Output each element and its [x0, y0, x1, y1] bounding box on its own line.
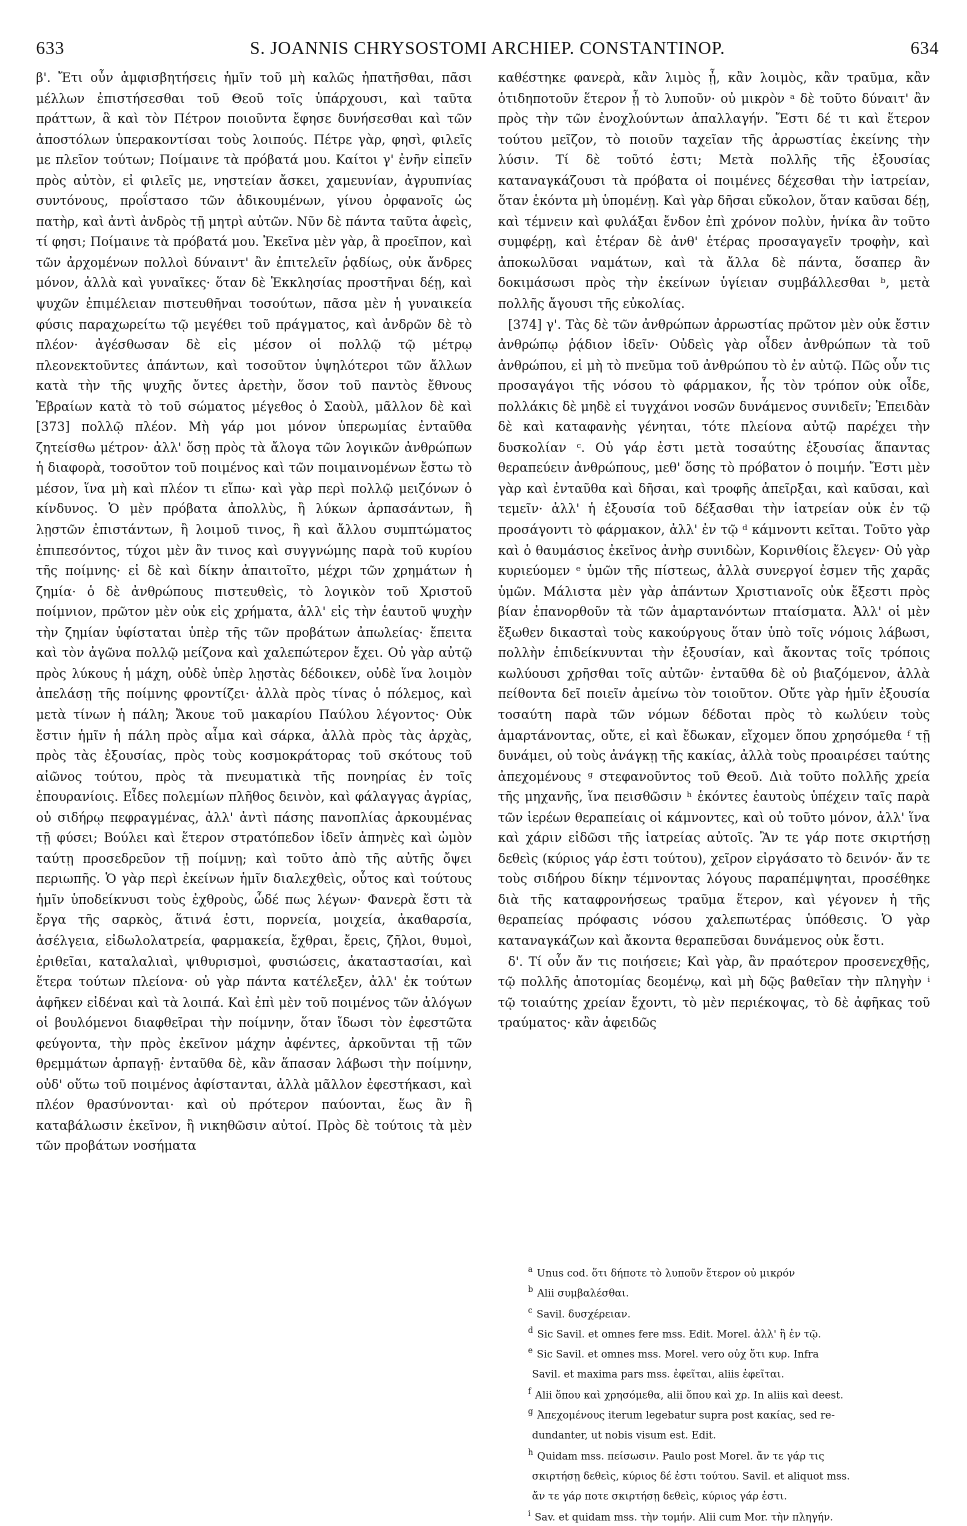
- footnote-mark: e: [528, 1346, 533, 1356]
- footnote: [528, 1303, 938, 1323]
- footnote-mark: h: [528, 1447, 534, 1457]
- footnote-text: Quidam mss. πείσωσιν. Paulo post Morel. ἄν τε γάρ τις: [537, 1451, 825, 1463]
- running-header: [36, 38, 939, 60]
- page-number-right: 634: [910, 38, 939, 58]
- right-column-paragraph: [374] γ'. Τὰς δὲ τῶν ἀνθρώπων ἀρρωστίας πρῶτον μὲν οὐκ ἔστιν ἀνθρώπῳ ῥᾴδιον ἰδεῖν· Οὐδεὶς γὰρ οἶδεν ἀνθρώπων τὰ τοῦ ἀνθρώπου, εἰ μὴ τὸ πνεῦμα τοῦ ἀνθρώπου τὸ ἐν αὐτῷ. Πῶς οὖν τις προσαγάγοι τῆς νόσου τὸ φάρμακον, ἧς τὸν τρόπον οὐκ οἶδε, πολλάκις δὲ μηδὲ εἰ τυγχάνοι νοσῶν δυνάμενος συνιδεῖν; Ἐπειδὰν δὲ καὶ καταφανὴς γένηται, τότε πλείονα αὐτῷ παρέχει τὴν δυσκολίαν ᶜ. Οὐ γάρ ἐστι μετὰ τοσαύτης ἐξουσίας ἅπαντας θεραπεύειν ἀνθρώπους, μεθ' ὅσης τὸ πρόβατον ὁ ποιμήν. Ἔστι μὲν γὰρ καὶ ἐνταῦθα καὶ δῆσαι, καὶ τροφῆς ἀπεῖρξαι, καὶ καῦσαι, καὶ τεμεῖν· ἀλλ' ἡ ἐξουσία τοῦ δέξασθαι τὴν ἰατρείαν οὐκ ἐν τῷ προσάγοντι τὸ φάρμακον, ἀλλ' ἐν τῷ ᵈ κάμνοντι κεῖται. Τοῦτο γὰρ καὶ ὁ θαυμάσιος ἐκεῖνος ἀνὴρ συνιδὼν, Κορινθίοις ἔλεγεν· Οὐ γὰρ κυριεύομεν ᵉ ὑμῶν τῆς πίστεως, ἀλλὰ συνεργοί ἐσμεν τῆς χαρᾶς ὑμῶν. Μάλιστα μὲν γὰρ ἁπάντων Χριστιανοῖς οὐκ ἔξεστι πρὸς βίαν ἐπανορθοῦν τὰ τῶν ἁμαρτανόντων πταίσματα. Ἀλλ' οἱ μὲν ἔξωθεν δικασταὶ τοὺς κακούργους ὅταν ὑπὸ τοῖς νόμοις λάβωσι, πολλὴν ἐπιδείκνυνται τὴν ἐξουσίαν, καὶ ἄκοντας τοῖς τρόποις κωλύουσι χρῆσθαι τοῖς αὐτῶν· ἐνταῦθα δὲ οὐ βιαζόμενον, ἀλλὰ πείθοντα δεῖ ποιεῖν ἀμείνω τὸν τοιοῦτον. Οὔτε γὰρ ἡμῖν ἐξουσία τοσαύτη παρὰ τῶν νόμων δέδοται πρὸς τὸ κωλύειν τοὺς ἁμαρτάνοντας, οὔτε, εἰ καὶ ἔδωκαν, εἴχομεν ὅπου χρησόμεθα ᶠ τῇ δυνάμει, οὐ τοὺς ἀνάγκῃ τῆς κακίας, ἀλλὰ τοὺς προαιρέσει ταύτης ἀπεχομένους ᵍ στεφανοῦντος τοῦ Θεοῦ. Διὰ τοῦτο πολλῆς χρεία τῆς μηχανῆς, ἵνα πεισθῶσιν ʰ ἑκόντες ἑαυτοὺς ὑπέχειν ταῖς παρὰ τῶν ἱερέων θεραπείαις οἱ κάμνοντες, καὶ οὐ τοῦτο μόνον, ἀλλ' ἵνα καὶ χάριν εἰδῶσι τῆς ἰατρείας αὐτοῖς. Ἂν τε γάρ ποτε σκιρτήσῃ δεθεὶς (κύριος γάρ ἐστι τούτου), χεῖρον εἰργάσατο τὸ δεινόν· ἄν τε τοὺς σιδήρου δίκην τέμνοντας λόγους παραπέμψηται, προσέθηκε διὰ τῆς καταφρονήσεως τραῦμα ἕτερον, καὶ γέγονεν ἡ τῆς θεραπείας πρόφασις νόσου χαλεπωτέρας ὑπόθεσις. Ὁ γὰρ καταναγκάζων καὶ ἄκοντα θεραπεῦσαι δυνάμενος οὐκ ἔστι.: [498, 316, 930, 948]
- footnote-mark: d: [528, 1325, 534, 1335]
- left-column-text: β'. Ἔτι οὖν ἀμφισβητήσεις ἡμῖν τοῦ μὴ καλῶς ἠπατῆσθαι, πᾶσι μέλλων ἐπιστήσεσθαι τοῦ Θεοῦ τοῖς ὑπάρχουσι, καὶ ταῦτα πράττων, ἃ καὶ τὸν Πέτρον ποιοῦντα ἔφησε δυνήσεσθαι καὶ τῶν ἀποστόλων ὑπερακοντίσαι τοὺς λοιπούς. Πέτρε γὰρ, φησὶ, φιλεῖς με πλεῖον τούτων; Ποίμαινε τὰ πρόβατά μου. Καίτοι γ' ἐνῆν εἰπεῖν πρὸς αὐτὸν, εἰ φιλεῖς με, νηστείαν ἄσκει, χαμευνίαν, ἀγρυπνίας συντόνους, προΐστασο τῶν ἀδικουμένων, γίνου ὀρφανοῖς ὡς πατὴρ, καὶ ἀντὶ ἀνδρὸς τῇ μητρὶ αὐτῶν. Νῦν δὲ πάντα ταῦτα ἀφεὶς, τί φησι; Ποίμαινε τὰ πρόβατά μου. Ἐκεῖνα μὲν γὰρ, ἃ προεῖπον, καὶ τῶν ἀρχομένων πολλοὶ δύναιντ' ἂν ἐπιτελεῖν ῥᾳδίως, οὐκ ἄνδρες μόνον, ἀλλὰ καὶ γυναῖκες· ὅταν δὲ Ἐκκλησίας προστῆναι δέῃ, καὶ ψυχῶν ἐπιμέλειαν πιστευθῆναι τοσούτων, πᾶσα μὲν ἡ γυναικεία φύσις παραχωρείτω τῷ μεγέθει τοῦ πράγματος, καὶ ἀνδρῶν δὲ τὸ πλέον· ἀγέσθωσαν δὲ εἰς μέσον οἱ πολλῷ τῷ μέτρῳ πλεονεκτοῦντες ἁπάντων, καὶ τοσοῦτον ὑψηλότεροι τῶν ἄλλων κατὰ τὴν τῆς ψυχῆς ὄντες ἀρετὴν, ὅσον τοῦ παντὸς ἔθνους Ἑβραίων κατὰ τὸ τοῦ σώματος μέγεθος ὁ Σαοὺλ, μᾶλλον δὲ καὶ [373] πολλῷ πλέον. Μὴ γάρ μοι μόνον ὑπερωμίας ἐνταῦθα ζητείσθω μέτρον· ἀλλ' ὅσῃ πρὸς τὰ ἄλογα τῶν λογικῶν ἀνθρώπων ἡ διαφορὰ, τοσοῦτον τοῦ ποιμένος καὶ τῶν ποιμαινομένων ἔστω τὸ μέσον, ἵνα μὴ καὶ πλέον τι εἴπω· καὶ γὰρ περὶ πολλῷ μειζόνων ὁ κίνδυνος. Ὁ μὲν πρόβατα ἀπολλὺς, ἢ λύκων ἁρπασάντων, ἢ λῃστῶν ἐπιστάντων, ἢ λοιμοῦ τινος, ἢ καὶ ἄλλου συμπτώματος ἐπιπεσόντος, τύχοι μὲν ἂν τινος καὶ συγγνώμης παρὰ τοῦ κυρίου τῆς ποίμνης· εἰ δὲ καὶ δίκην ἀπαιτοῖτο, μέχρι τῶν χρημάτων ἡ ζημία· ὁ δὲ ἀνθρώπους πιστευθεὶς, τὸ λογικὸν τοῦ Χριστοῦ ποίμνιον, πρῶτον μὲν οὐκ εἰς χρήματα, ἀλλ' εἰς τὴν ἑαυτοῦ ψυχὴν τὴν ζημίαν ὑφίσταται ὑπὲρ τῆς τῶν προβάτων ἀπωλείας· ἔπειτα καὶ τὸν ἀγῶνα πολλῷ μείζονα καὶ χαλεπώτερον ἔχει. Οὐ γὰρ αὐτῷ πρὸς λύκους ἡ μάχη, οὐδὲ ὑπὲρ λῃστὰς δέδοικεν, οὐδὲ ἵνα λοιμὸν ἀπελάσῃ τῆς ποίμνης φροντίζει· ἀλλὰ πρὸς τίνας ὁ πόλεμος, καὶ μετὰ τίνων ἡ πάλη; Ἄκουε τοῦ μακαρίου Παύλου λέγοντος· Οὐκ ἔστιν ἡμῖν ἡ πάλη πρὸς αἷμα καὶ σάρκα, ἀλλὰ πρὸς τὰς ἀρχὰς, πρὸς τὰς ἐξουσίας, πρὸς τοὺς κοσμοκράτορας τοῦ σκότους τοῦ αἰῶνος τούτου, πρὸς τὰ πνευματικὰ τῆς πονηρίας ἐν τοῖς ἐπουρανίοις. Εἶδες πολεμίων πλῆθος δεινὸν, καὶ φάλαγγας ἀγρίας, οὐ σιδήρῳ πεφραγμένας, ἀλλ' ἀντὶ πάσης πανοπλίας ἀρκουμένας τῇ φύσει; Βούλει καὶ ἕτερον στρατόπεδον ἰδεῖν ἀπηνὲς καὶ ὠμὸν ταύτῃ προσεδρεῦον τῇ ποίμνῃ; καὶ τοῦτο ἀπὸ τῆς αὐτῆς ὄψει περιωπῆς. Ὁ γὰρ περὶ ἐκείνων ἡμῖν διαλεχθεὶς, οὗτος καὶ τούτους ἡμῖν ὑποδείκνυσι τοὺς ἐχθροὺς, ὧδέ πως λέγων· Φανερὰ ἔστι τὰ ἔργα τῆς σαρκὸς, ἅτινά ἐστι, πορνεία, μοιχεία, ἀκαθαρσία, ἀσέλγεια, εἰδωλολατρεία, φαρμακεία, ἔχθραι, ἔρεις, ζῆλοι, θυμοὶ, ἐριθεῖαι, καταλαλιαὶ, ψιθυρισμοὶ, φυσιώσεις, ἀκαταστασίαι, καὶ ἕτερα τούτων πλείονα· οὐ γὰρ πάντα κατέλεξεν, ἀλλ' ἐκ τούτων ἀφῆκεν εἰδέναι καὶ τὰ λοιπά. Καὶ ἐπὶ μὲν τοῦ ποιμένος τῶν ἀλόγων οἱ βουλόμενοι διαφθεῖραι τὴν ποίμνην, ὅταν ἴδωσι τὸν ἐφεστῶτα φεύγοντα, τὴν πρὸς ἐκεῖνον μάχην ἀφέντες, ἀρκοῦνται τῇ τῶν θρεμμάτων ἁρπαγῇ· ἐνταῦθα δὲ, κἂν ἅπασαν λάβωσι τὴν ποίμνην, οὐδ' οὕτω τοῦ ποιμένος ἀφίστανται, ἀλλὰ μᾶλλον ἐφεστήκασι, καὶ πλέον θρασύνονται· καὶ οὐ πρότερον παύονται, ἕως ἂν ἢ καταβάλωσιν ἐκεῖνον, ἢ νικηθῶσιν αὐτοί. Πρὸς δὲ τούτοις τὰ μὲν τῶν προβάτων νοσήματα: [36, 70, 472, 1154]
- right-column: [498, 68, 930, 1034]
- footnote: [528, 1323, 938, 1343]
- footnote: [528, 1404, 938, 1424]
- footnote-text: Sic Savil. et omnes mss. Morel. vero οὐχ ὅτι κυρ. Infra: [536, 1349, 819, 1361]
- running-title: S. JOANNIS CHRYSOSTOMI ARCHIEP. CONSTANTINOP.: [249, 38, 726, 58]
- footnote: [528, 1445, 938, 1465]
- right-column-paragraph: καθέστηκε φανερὰ, κἂν λιμὸς ᾖ, κἂν λοιμὸς, κἂν τραῦμα, κἂν ὁτιδηποτοῦν ἕτερον ᾖ τὸ λυποῦν· οὐ μικρὸν ᵃ δὲ τοῦτο δύναιτ' ἂν πρὸς τὴν τῶν ἐνοχλούντων ἀπαλλαγήν. Ἔστι δέ τι καὶ ἕτερον τούτου μεῖζον, τὸ ποιοῦν ταχεῖαν τῆς ἀρρωστίας ἐκείνης τὴν λύσιν. Τί δὲ τοῦτό ἐστι; Μετὰ πολλῆς τῆς ἐξουσίας καταναγκάζουσι τὰ πρόβατα οἱ ποιμένες δέχεσθαι τὴν ἰατρείαν, ὅταν ἑκόντα μὴ ὑπομένῃ. Καὶ γὰρ δῆσαι εὔκολον, ὅταν καῦσαι δέῃ, καὶ τέμνειν καὶ φυλάξαι ἔνδον ἐπὶ χρόνον πολὺν, ἡνίκα ἂν τοῦτο συμφέρῃ, καὶ ἑτέραν δὲ ἀνθ' ἑτέρας προσαγαγεῖν τροφὴν, καὶ ἀποκωλῦσαι ναμάτων, καὶ τὰ ἄλλα δὲ πάντα, ὅσαπερ ἂν δοκιμάσωσι πρὸς τὴν ἐκείνων ὑγίειαν συμβάλλεσθαι ᵇ, μετὰ πολλῆς ἄγουσι τῆς εὐκολίας.: [498, 70, 930, 312]
- footnote-mark: c: [528, 1305, 533, 1315]
- footnote-text: dundanter, ut nobis visum est. Edit.: [532, 1430, 717, 1442]
- footnote-mark: b: [528, 1285, 534, 1295]
- footnote: [528, 1506, 938, 1526]
- footnote-mark: f: [528, 1386, 531, 1396]
- left-column: [36, 68, 472, 1157]
- right-column-paragraph: δ'. Τί οὖν ἄν τις ποιήσειε; Καὶ γὰρ, ἂν πραότερον προσενεχθῇς, τῷ πολλῆς ἀποτομίας δεομένῳ, καὶ μὴ δῷς βαθεῖαν τὴν πληγὴν ⁱ τῷ τοιαύτης χρείαν ἔχοντι, τὸ μὲν περιέκοψας, τὸ δὲ ἀφῆκας τοῦ τραύματος· κἂν ἀφειδῶς: [498, 953, 930, 1031]
- footnote: [528, 1384, 938, 1404]
- footnote: [528, 1465, 938, 1485]
- footnote: [528, 1485, 938, 1505]
- footnote-text: Savil. et maxima pars mss. ἐφεῖται, aliis ἐφεῖται.: [532, 1369, 785, 1381]
- footnote-text: Ἀπεχομένους iterum legebatur supra post κακίας, sed re-: [537, 1410, 835, 1422]
- page-number-left: 633: [36, 38, 65, 58]
- footnote: [528, 1363, 938, 1383]
- footnote-text: Savil. δυσχέρειαν.: [536, 1308, 631, 1320]
- footnote-text: Unus cod. ὅτι δήποτε τὸ λυποῦν ἕτερον οὐ μικρόν: [536, 1268, 795, 1280]
- footnote-mark: i: [528, 1508, 531, 1518]
- footnote-text: Sic Savil. et omnes fere mss. Edit. Morel. ἀλλ' ἢ ἐν τῷ.: [537, 1329, 822, 1341]
- footnote: [528, 1262, 938, 1282]
- footnote: [528, 1282, 938, 1302]
- footnote: [528, 1343, 938, 1363]
- footnote-mark: a: [528, 1265, 533, 1274]
- footnote-text: Alii συμβαλέσθαι.: [537, 1288, 629, 1300]
- footnote-text: Alii ὅπου καὶ χρησόμεθα, alii ὅπου καὶ χρ. In aliis καὶ deest.: [534, 1390, 844, 1402]
- footnote: [528, 1424, 938, 1444]
- footnote-text: Sav. et quidam mss. τὴν τομήν. Alii cum Mor. τὴν πληγήν.: [534, 1511, 834, 1523]
- footnote-text: ἄν τε γάρ ποτε σκιρτήσῃ δεθεὶς, κύριος γάρ ἐστι.: [532, 1491, 788, 1503]
- footnote-text: σκιρτήσῃ δεθεὶς, κύριος δέ ἐστι τούτου. Savil. et aliquot mss.: [532, 1471, 850, 1483]
- footnotes: [528, 1262, 938, 1526]
- footnote-mark: g: [528, 1407, 534, 1417]
